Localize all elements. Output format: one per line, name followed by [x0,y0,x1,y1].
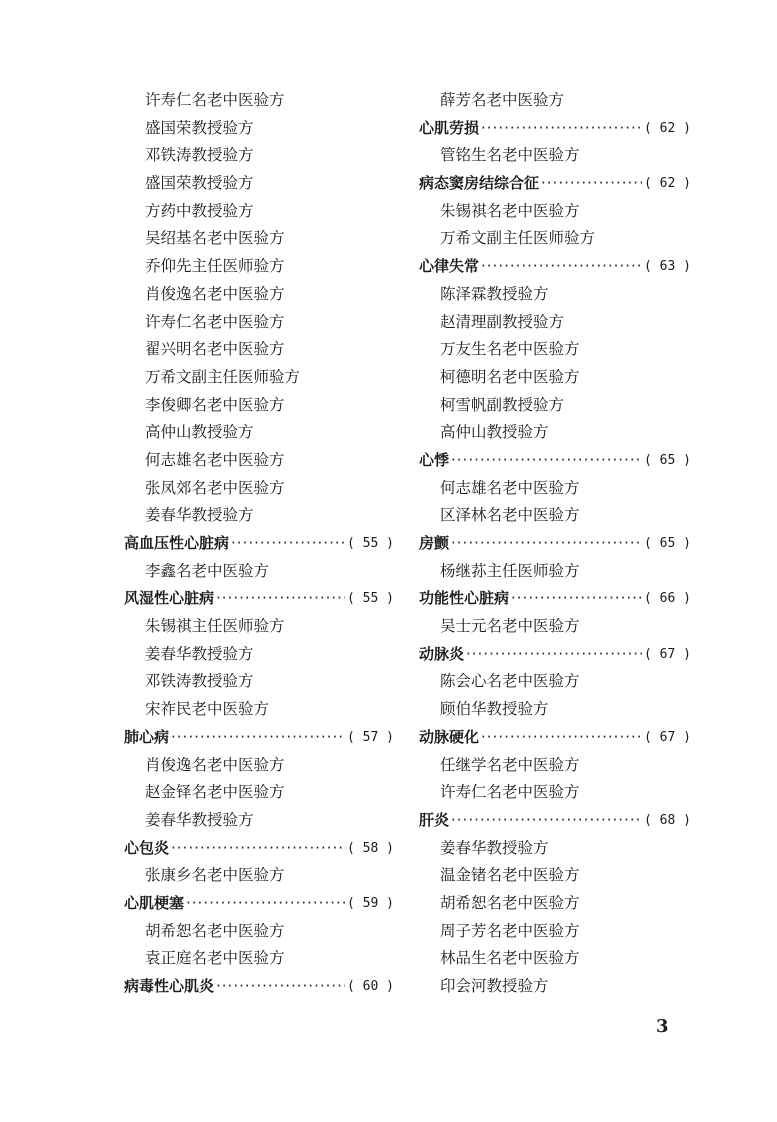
section-page-ref: ( 67 ) [644,729,691,745]
dot-leader [451,530,642,558]
toc-entry: 柯雪帆副教授验方 [440,395,565,414]
section-page-ref: ( 55 ) [347,536,394,551]
toc-entry: 李俊卿名老中医验方 [145,395,285,414]
toc-entry: 邓铁涛教授验方 [145,146,254,165]
toc-section-heading [124,585,394,613]
toc-entry: 姜春华教授验方 [145,810,254,829]
dot-leader [451,807,642,835]
dot-leader [216,585,345,613]
toc-entry: 陈会心名老中医验方 [440,672,580,691]
toc-entry: 管铭生名老中医验方 [440,146,580,165]
toc-section-heading [124,724,394,752]
section-title: 心悸 [419,450,450,469]
toc-section-heading [419,585,691,613]
toc-entry: 薛芳名老中医验方 [440,91,565,109]
toc-entry: 印会河教授验方 [440,977,549,995]
toc-section-heading [124,835,394,863]
section-title: 功能性心脏病 [419,589,510,608]
dot-leader [541,170,642,198]
section-page-ref: ( 67 ) [644,646,691,662]
toc-entry: 区泽林名老中医验方 [440,506,580,525]
toc-entry: 李鑫名老中医验方 [145,561,270,580]
toc-entry: 何志雄名老中医验方 [145,450,285,469]
dot-leader [231,530,345,558]
toc-section-heading [124,973,394,1001]
toc-right-column [419,87,691,1001]
toc-entry: 杨继荪主任医师验方 [440,561,580,580]
toc-entry: 胡希恕名老中医验方 [145,921,285,940]
toc-entry: 胡希恕名老中医验方 [440,893,580,912]
section-page-ref: ( 66 ) [644,591,691,607]
section-title: 病毒性心肌炎 [124,977,215,995]
toc-entry: 姜春华教授验方 [145,644,254,663]
toc-entry: 姜春华教授验方 [145,506,254,525]
toc-entry: 肖俊逸名老中医验方 [145,284,285,303]
toc-entry: 朱锡祺名老中医验方 [440,201,580,220]
dot-leader [481,724,642,752]
section-page-ref: ( 55 ) [347,591,394,607]
toc-entry: 吴士元名老中医验方 [440,617,580,636]
toc-entry: 万友生名老中医验方 [440,340,580,359]
toc-section-heading [419,807,691,835]
dot-leader [481,115,642,143]
section-page-ref: ( 65 ) [644,536,691,551]
toc-entry: 万希文副主任医师验方 [440,229,596,248]
toc-entry: 高仲山教授验方 [145,423,254,442]
section-page-ref: ( 58 ) [347,840,394,856]
section-title: 房颤 [419,534,450,552]
section-page-ref: ( 57 ) [347,729,394,745]
toc-entry: 姜春华教授验方 [440,838,549,857]
toc-entry: 张康乡名老中医验方 [145,866,285,885]
section-title: 心肌梗塞 [124,893,185,912]
section-title: 高血压性心脏病 [124,534,230,552]
toc-section-heading [419,253,691,281]
section-page-ref: ( 62 ) [644,120,691,136]
section-page-ref: ( 59 ) [347,895,394,911]
toc-entry: 周子芳名老中医验方 [440,921,580,940]
section-title: 心律失常 [419,257,480,276]
toc-entry: 翟兴明名老中医验方 [145,340,285,359]
dot-leader [466,641,642,669]
dot-leader [171,724,345,752]
toc-entry: 何志雄名老中医验方 [440,478,580,497]
section-title: 肝炎 [419,810,450,829]
section-page-ref: ( 63 ) [644,259,691,275]
dot-leader [451,447,642,475]
section-page-ref: ( 68 ) [644,812,691,828]
toc-entry: 张凤郊名老中医验方 [145,478,285,497]
toc-entry: 吴绍基名老中医验方 [145,229,285,248]
toc-entry: 万希文副主任医师验方 [145,367,301,386]
toc-entry: 林品生名老中医验方 [440,949,580,968]
toc-section-heading [124,890,394,918]
toc-section-heading [124,530,394,558]
toc-entry: 高仲山教授验方 [440,423,549,442]
toc-entry: 邓铁涛教授验方 [145,672,254,691]
section-title: 病态窦房结综合征 [419,174,540,193]
section-page-ref: ( 65 ) [644,452,691,468]
toc-entry: 柯德明名老中医验方 [440,367,580,386]
section-page-ref: ( 60 ) [347,979,394,994]
section-title: 心包炎 [124,838,170,857]
toc-entry: 赵清理副教授验方 [440,312,565,331]
toc-entry: 陈泽霖教授验方 [440,284,549,303]
section-title: 心肌劳损 [419,118,480,137]
dot-leader [481,253,642,281]
toc-entry: 许寿仁名老中医验方 [145,91,285,109]
toc-entry: 许寿仁名老中医验方 [440,783,580,802]
toc-section-heading [419,447,691,475]
toc-entry: 宋祚民老中医验方 [145,700,270,719]
toc-section-heading [419,641,691,669]
section-page-ref: ( 62 ) [644,176,691,192]
toc-entry: 任继学名老中医验方 [440,755,580,774]
dot-leader [511,585,642,613]
toc-entry: 赵金铎名老中医验方 [145,783,285,802]
dot-leader [216,973,345,1001]
toc-section-heading [419,724,691,752]
toc-entry: 盛国荣教授验方 [145,118,254,137]
section-title: 动脉炎 [419,644,465,663]
section-title: 风湿性心脏病 [124,589,215,608]
dot-leader [186,890,345,918]
page-number: 3 [656,1016,669,1037]
section-title: 动脉硬化 [419,727,480,746]
section-title: 肺心病 [124,727,170,746]
toc-entry: 温金锗名老中医验方 [440,866,580,885]
toc-entry: 方药中教授验方 [145,201,254,220]
toc-section-heading [419,170,691,198]
dot-leader [171,835,345,863]
toc-left-column [124,87,394,1001]
toc-entry: 乔仰先主任医师验方 [145,257,285,276]
toc-entry: 肖俊逸名老中医验方 [145,755,285,774]
toc-entry: 顾伯华教授验方 [440,700,549,719]
toc-section-heading [419,115,691,143]
toc-section-heading [419,530,691,558]
toc-entry: 许寿仁名老中医验方 [145,312,285,331]
toc-entry: 盛国荣教授验方 [145,174,254,193]
toc-entry: 袁正庭名老中医验方 [145,949,285,968]
toc-entry: 朱锡祺主任医师验方 [145,617,285,636]
